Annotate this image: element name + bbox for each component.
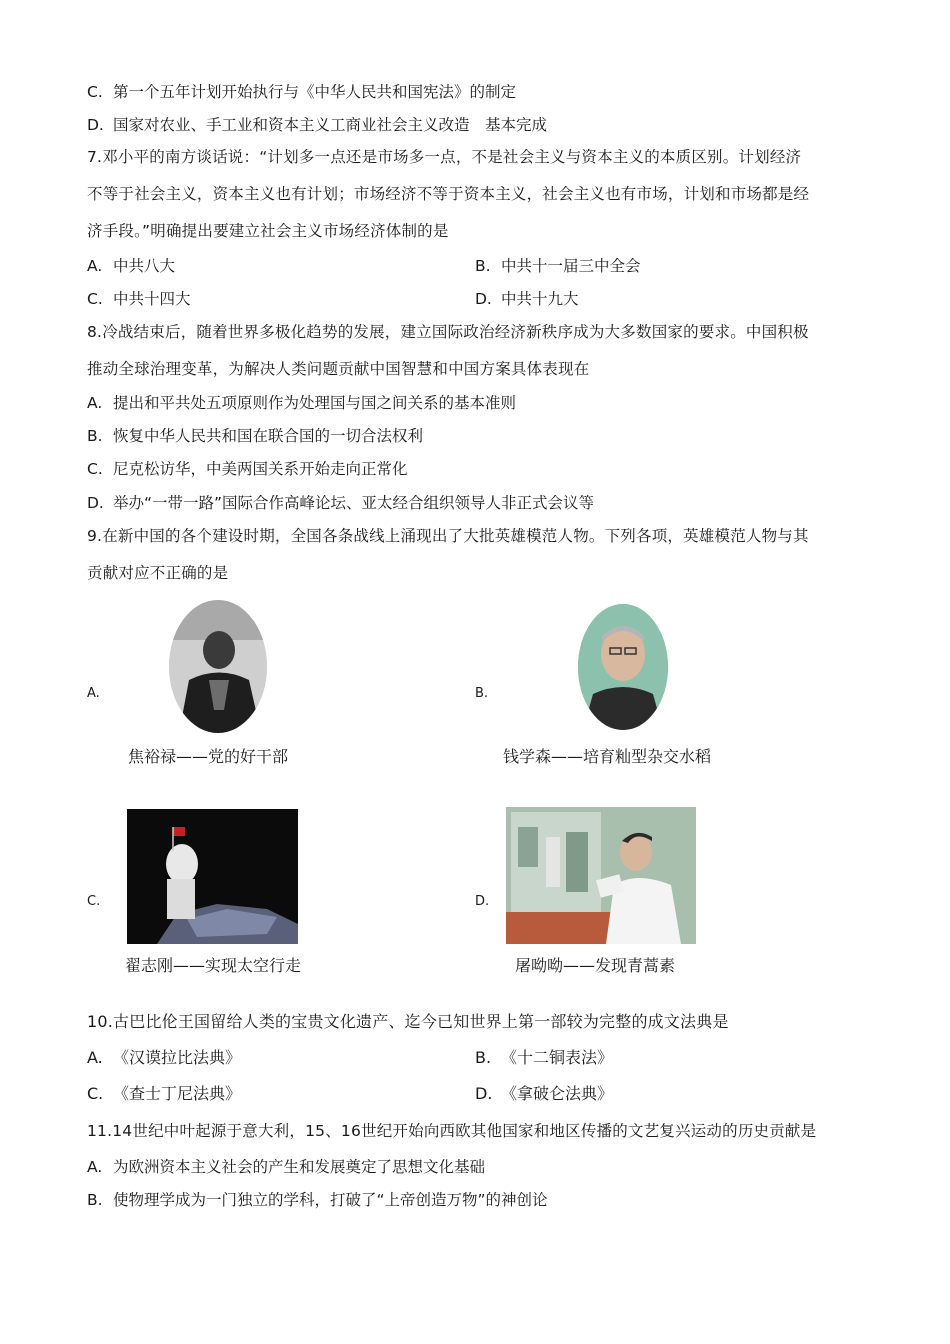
- option-text: 中共八大: [113, 257, 176, 275]
- q8-stem-line-2: 推动全球治理变革，为解决人类问题贡献中国智慧和中国方案具体表现在: [87, 360, 590, 378]
- option-label: C.: [87, 83, 103, 101]
- q7-option-d: [475, 289, 579, 309]
- option-label: D.: [87, 116, 104, 134]
- option-label: D.: [87, 494, 104, 512]
- option-text: 使物理学成为一门独立的学科，打破了“上帝创造万物”的神创论: [113, 1191, 548, 1209]
- q10-option-b: [475, 1048, 613, 1068]
- q7-option-c: [87, 289, 191, 309]
- portrait-image-a: [169, 600, 267, 733]
- q8-stem-line-1: 8.冷战结束后，随着世界多极化趋势的发展，建立国际政治经济新秩序成为大多数国家的要求。中国积极: [87, 323, 809, 341]
- q9-stem-line-2: 贡献对应不正确的是: [87, 564, 229, 582]
- portrait-image-b: [578, 604, 668, 730]
- q7-option-b: [475, 256, 641, 276]
- option-text: 中共十九大: [501, 290, 579, 308]
- q10-option-d: [475, 1084, 613, 1104]
- option-label: A.: [87, 1158, 103, 1176]
- q9-image-a-label: A.: [87, 686, 100, 701]
- q6-option-c: [87, 82, 516, 102]
- q9-image-a-caption: 焦裕禄——党的好干部: [128, 747, 289, 766]
- q9-image-d-label: D.: [475, 894, 490, 909]
- q8-option-b: [87, 426, 423, 446]
- q9-image-d-caption: 屠呦呦——发现青蒿素: [515, 956, 676, 975]
- option-text: 《查士丁尼法典》: [113, 1084, 242, 1103]
- option-label: C.: [87, 290, 103, 308]
- q6-option-d: [87, 115, 547, 135]
- option-text: 《拿破仑法典》: [501, 1084, 614, 1103]
- option-text: 举办“一带一路”国际合作高峰论坛、亚太经合组织领导人非正式会议等: [113, 494, 595, 512]
- portrait-a-illustration: [169, 600, 267, 733]
- q8-option-d: [87, 493, 594, 513]
- option-text: 尼克松访华，中美两国关系开始走向正常化: [113, 460, 408, 478]
- q11-option-a: [87, 1157, 485, 1177]
- q9-image-c-caption: 翟志刚——实现太空行走: [125, 956, 302, 975]
- q7-option-a: [87, 256, 175, 276]
- option-text: 恢复中华人民共和国在联合国的一切合法权利: [113, 427, 424, 445]
- portrait-b-illustration: [578, 604, 668, 730]
- option-text: 《汉谟拉比法典》: [113, 1048, 242, 1067]
- option-label: A.: [87, 257, 103, 275]
- option-label: A.: [87, 394, 103, 412]
- option-label: B.: [87, 1191, 103, 1209]
- option-label: C.: [87, 1084, 104, 1103]
- q8-option-a: [87, 393, 516, 413]
- option-text: 第一个五年计划开始执行与《中华人民共和国宪法》的制定: [113, 83, 517, 101]
- option-label: D.: [475, 1084, 493, 1103]
- q11-option-b: [87, 1190, 548, 1210]
- q10-option-c: [87, 1084, 241, 1104]
- lab-illustration: [506, 807, 696, 944]
- option-text: 为欧洲资本主义社会的产生和发展奠定了思想文化基础: [113, 1158, 486, 1176]
- q9-image-b-label: B.: [475, 686, 489, 701]
- option-label: C.: [87, 460, 103, 478]
- q7-stem-line-3: 济手段。”明确提出要建立社会主义市场经济体制的是: [87, 222, 449, 240]
- q7-stem-line-1: 7.邓小平的南方谈话说：“计划多一点还是市场多一点，不是社会主义与资本主义的本质区别。计划经济: [87, 148, 802, 166]
- option-text: 提出和平共处五项原则作为处理国与国之间关系的基本准则: [113, 394, 517, 412]
- q9-image-c-label: C.: [87, 894, 101, 909]
- option-text: 国家对农业、手工业和资本主义工商业社会主义改造 基本完成: [113, 116, 548, 134]
- option-label: D.: [475, 290, 492, 308]
- option-label: B.: [475, 257, 491, 275]
- q9-image-b-caption: 钱学森——培育籼型杂交水稻: [503, 747, 712, 766]
- q11-stem: 11.14世纪中叶起源于意大利，15、16世纪开始向西欧其他国家和地区传播的文艺复兴运动的历史贡献是: [87, 1122, 817, 1140]
- lab-image-d: [506, 807, 696, 944]
- spacewalk-illustration: [127, 809, 298, 944]
- option-text: 中共十一届三中全会: [501, 257, 641, 275]
- option-text: 中共十四大: [113, 290, 191, 308]
- q7-stem-line-2: 不等于社会主义，资本主义也有计划；市场经济不等于资本主义，社会主义也有市场，计划和市场都是经: [87, 185, 810, 203]
- q10-option-a: [87, 1048, 241, 1068]
- q10-stem: 10.古巴比伦王国留给人类的宝贵文化遗产、迄今已知世界上第一部较为完整的成文法典是: [87, 1012, 729, 1031]
- option-text: 《十二铜表法》: [501, 1048, 614, 1067]
- q8-option-c: [87, 459, 408, 479]
- option-label: A.: [87, 1048, 103, 1067]
- option-label: B.: [87, 427, 103, 445]
- option-label: B.: [475, 1048, 492, 1067]
- q9-stem-line-1: 9.在新中国的各个建设时期，全国各条战线上涌现出了大批英雄模范人物。下列各项，英雄模范人物与其: [87, 527, 809, 545]
- spacewalk-image-c: [127, 809, 298, 944]
